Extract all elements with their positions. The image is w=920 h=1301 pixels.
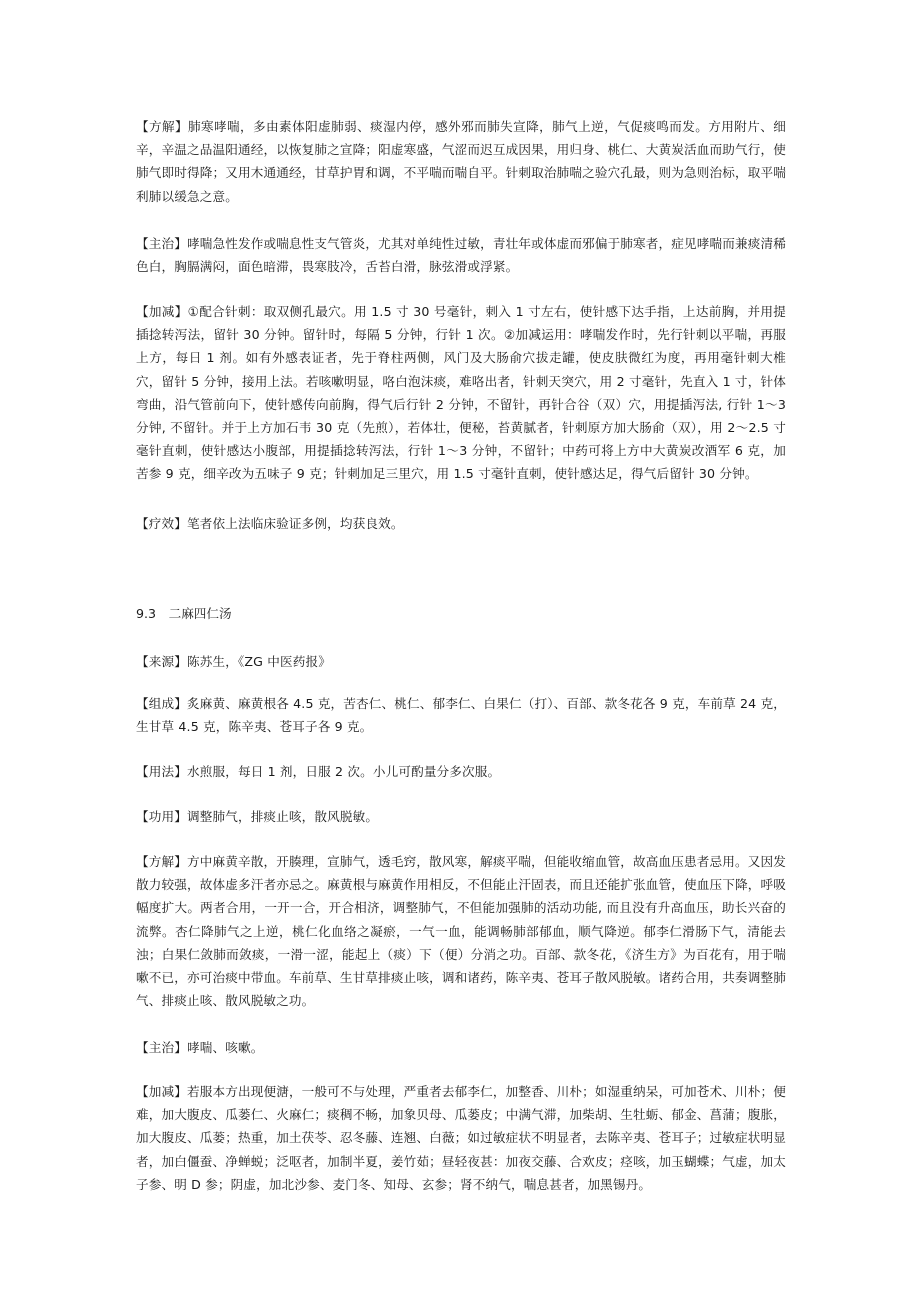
gongyong-paragraph: 【功用】调整肺气，排痰止咳，散风脱敏。 — [136, 809, 379, 824]
laiyuan-paragraph: 【来源】陈苏生，《ZG 中医药报》 — [136, 654, 331, 669]
fangjie-paragraph: 【方解】肺寒哮喘，多由素体阳虚肺弱、痰湿内停，感外邪而肺失宣降，肺气上逆，气促痰鸣而发。方用附片、细辛，辛温之品温阳通经，以恢复肺之宣降；阳虚寒盛，气涩而迟互成因果，用归身、桃仁、大黄炭活血而助气行，使肺气即时得降；又用木通通经，甘草护胃和调，不平喘而喘自平。针刺取治肺喘之验穴孔最，则为急则治标，取平喘利肺以缓急之意。 — [136, 119, 786, 204]
jiajian-paragraph-2: 【加减】若服本方出现便溏，一般可不与处理，严重者去郁李仁，加整香、川朴；如湿重纳呆，可加苍术、川朴；便难，加大腹皮、瓜蒌仁、火麻仁；痰稠不畅，加象贝母、瓜蒌皮；中满气滞，加柴胡、生牡蛎、郁金、菖蒲；腹胀，加大腹皮、瓜蒌；热重，加土茯苓、忍冬藤、连翘、白薇；如过敏症状不明显者，去陈辛夷、苍耳子；过敏症状明显者，加白僵蚕、净蝉蜕；泛呕者，加制半夏，姜竹茹；昼轻夜甚：加夜交藤、合欢皮；痉咳，加玉蝴蝶；气虚，加太子参、明 D 参；阴虚，加北沙参、麦门冬、知母、玄参；肾不纳气，喘息甚者，加黑锡丹。 — [136, 1084, 786, 1192]
liaoxiao-paragraph: 【疗效】笔者依上法临床验证多例，均获良效。 — [136, 516, 404, 531]
jiajian-paragraph: 【加减】①配合针刺：取双侧孔最穴。用 1.5 寸 30 号毫针，刺入 1 寸左右，使针感下达手指，上达前胸，并用提插捻转泻法，留针 30 分钟。留针时，每隔 5 分钟，行针 1 次。②加减运用：哮喘发作时，先行针刺以平喘，再服上方，每日 1 剂。如有外感表证者，先于脊柱两侧，风门及大肠俞穴拔走罐，使皮肤微红为度，再用毫针刺大椎穴，留针 5 分钟，接用上法。若咳嗽明显，咯白泡沫痰，难咯出者，针刺天突穴，用 2 寸毫针，先直入 1 寸，针体弯曲，沿气管前向下，使针感传向前胸，得气后行针 2 分钟，不留针，再针合谷（双）穴，用提插泻法, 行针 1～3 分钟, 不留针。并于上方加石韦 30 克（先煎），若体壮，便秘，苔黄腻者，针刺原方加大肠俞（双），用 2～2.5 寸毫针直刺，使针感达小腹部，用提插捻转泻法，行针 1～3 分钟，不留针；中药可将上方中大黄炭改酒军 6 克，加苦参 9 克，细辛改为五味子 9 克；针刺加足三里穴，用 1.5 寸毫针直刺，使针感达足，得气后留针 30 分钟。 — [136, 304, 786, 482]
yongfa-paragraph: 【用法】水煎服，每日 1 剂，日服 2 次。小儿可酌量分多次服。 — [136, 764, 501, 779]
fangjie-paragraph-2: 【方解】方中麻黄辛散，开腠理，宣肺气，透毛窍，散风寒，解痰平喘，但能收缩血管，故高血压患者忌用。又因发散力较强，故体虚多汗者亦忌之。麻黄根与麻黄作用相反，不但能止汗固表，而且还能扩张血管，使血压下降，呼吸幅度扩大。两者合用，一开一合，开合相济，调整肺气，不但能加强肺的活动功能, 而且没有升高血压，助长兴奋的流弊。杏仁降肺气之上逆，桃仁化血络之凝瘀，一气一血，能调畅肺部郁血，顺气降逆。郁李仁滑肠下气，清能去浊；白果仁敛肺而敛痰，一滑一涩，能起上（痰）下（便）分消之功。百部、款冬花，《济生方》为百花有，用于喘嗽不已，亦可治痰中带血。车前草、生甘草排痰止咳，调和诸药，陈辛夷、苍耳子散风脱敏。诸药合用，共奏调整肺气、排痰止咳、散风脱敏之功。 — [136, 854, 786, 1009]
zucheng-paragraph: 【组成】炙麻黄、麻黄根各 4.5 克，苦杏仁、桃仁、郁李仁、白果仁（打）、百部、款冬花各 9 克，车前草 24 克，生甘草 4.5 克，陈辛夷、苍耳子各 9 克。 — [136, 696, 786, 735]
zhuzhi-paragraph-2: 【主治】哮喘、咳嗽。 — [136, 1040, 264, 1055]
section-title: 9.3 二麻四仁汤 — [136, 606, 232, 621]
zhuzhi-paragraph: 【主治】哮喘急性发作或喘息性支气管炎，尤其对单纯性过敏，青壮年或体虚而邪偏于肺寒者，症见哮喘而兼痰清稀色白，胸膈满闷，面色暗滞，畏寒肢冷，舌苔白滑，脉弦滑或浮紧。 — [136, 236, 786, 275]
